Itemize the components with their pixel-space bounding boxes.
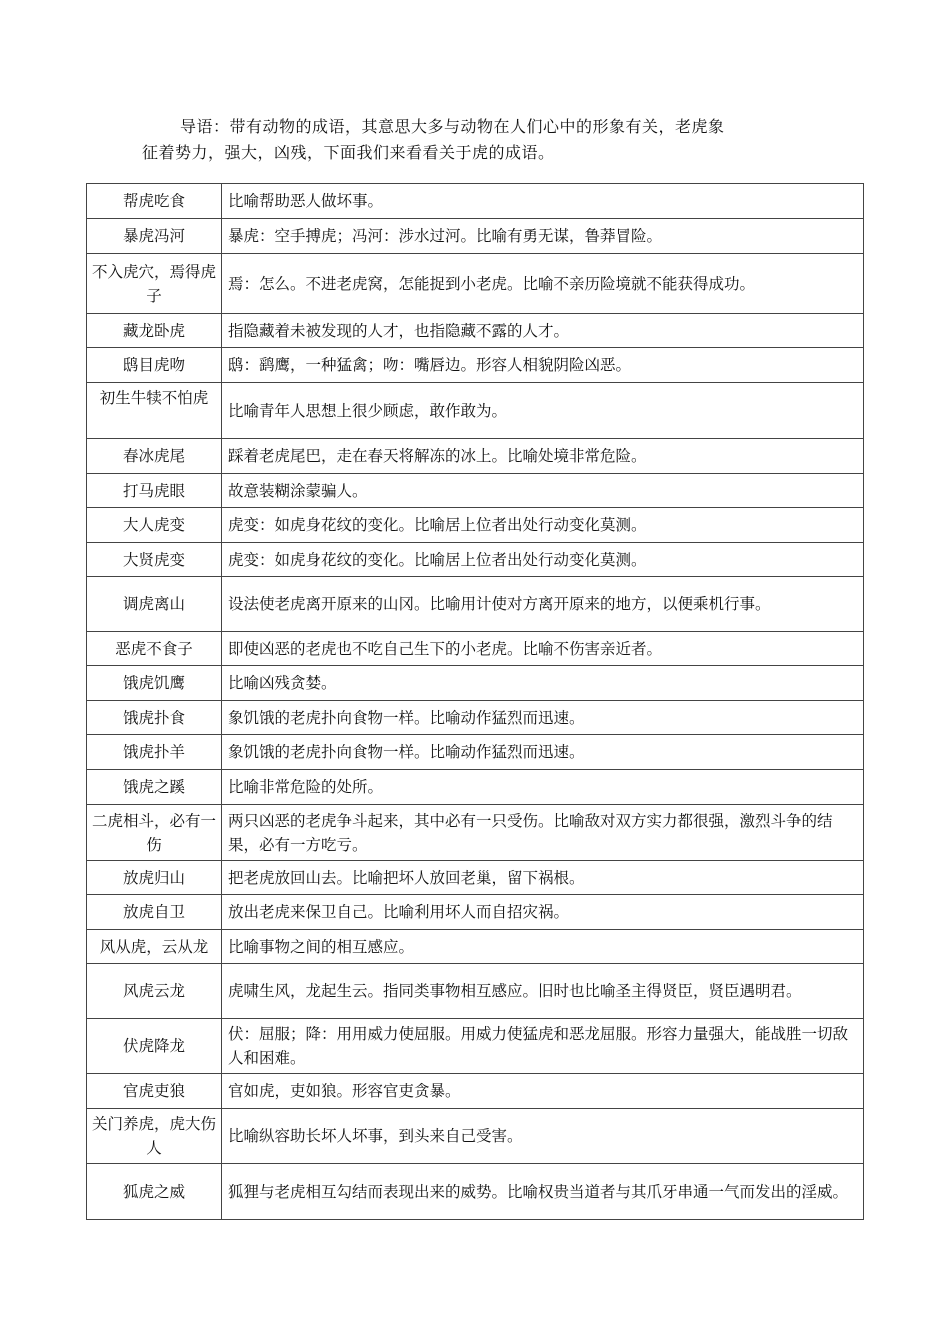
table-row: [87, 543, 864, 577]
table-row: [87, 735, 864, 770]
idiom-meaning: 即使凶恶的老虎也不吃自己生下的小老虎。比喻不伤害亲近者。: [222, 632, 864, 666]
table-row: [87, 314, 864, 348]
table-row: [87, 348, 864, 383]
table-row: [87, 632, 864, 666]
table-row: [87, 1109, 864, 1164]
idiom-term: 调虎离山: [87, 577, 222, 632]
idiom-meaning: 官如虎，吏如狼。形容官吏贪暴。: [222, 1074, 864, 1109]
idiom-term: 初生牛犊不怕虎: [87, 383, 222, 439]
idiom-meaning: 暴虎：空手搏虎；冯河：涉水过河。比喻有勇无谋，鲁莽冒险。: [222, 219, 864, 254]
table-row: [87, 439, 864, 474]
table-row: [87, 254, 864, 314]
idiom-meaning: 焉：怎么。不进老虎窝，怎能捉到小老虎。比喻不亲历险境就不能获得成功。: [222, 254, 864, 314]
table-row: [87, 770, 864, 805]
idiom-term: 大人虎变: [87, 508, 222, 543]
intro-line-2: 征着势力，强大，凶残，下面我们来看看关于虎的成语。: [142, 143, 555, 162]
idiom-term: 藏龙卧虎: [87, 314, 222, 348]
idiom-term: 狐虎之威: [87, 1164, 222, 1220]
idiom-term: 鸱目虎吻: [87, 348, 222, 383]
table-row: [87, 1164, 864, 1220]
idiom-term: 帮虎吃食: [87, 184, 222, 219]
idiom-meaning: 虎啸生风，龙起生云。指同类事物相互感应。旧时也比喻圣主得贤臣，贤臣遇明君。: [222, 964, 864, 1019]
idiom-meaning: 比喻非常危险的处所。: [222, 770, 864, 805]
idiom-meaning: 指隐藏着未被发现的人才，也指隐藏不露的人才。: [222, 314, 864, 348]
idiom-meaning: 虎变：如虎身花纹的变化。比喻居上位者出处行动变化莫测。: [222, 508, 864, 543]
idiom-term: 风从虎，云从龙: [87, 930, 222, 964]
table-row: [87, 895, 864, 930]
table-row: [87, 577, 864, 632]
idiom-term: 饿虎饥鹰: [87, 666, 222, 701]
table-row: [87, 964, 864, 1019]
idiom-term: 春冰虎尾: [87, 439, 222, 474]
idiom-meaning: 把老虎放回山去。比喻把坏人放回老巢，留下祸根。: [222, 861, 864, 895]
intro-paragraph: [142, 114, 822, 166]
idiom-term: 放虎自卫: [87, 895, 222, 930]
idiom-term: 饿虎扑食: [87, 701, 222, 735]
idiom-meaning: 虎变：如虎身花纹的变化。比喻居上位者出处行动变化莫测。: [222, 543, 864, 577]
table-row: [87, 184, 864, 219]
intro-line-1: 导语：带有动物的成语，其意思大多与动物在人们心中的形象有关，老虎象: [180, 117, 725, 136]
table-row: [87, 1074, 864, 1109]
idiom-term: 官虎吏狼: [87, 1074, 222, 1109]
idiom-term: 饿虎扑羊: [87, 735, 222, 770]
table-row: [87, 805, 864, 861]
idiom-term: 暴虎冯河: [87, 219, 222, 254]
idiom-meaning: 狐狸与老虎相互勾结而表现出来的威势。比喻权贵当道者与其爪牙串通一气而发出的淫威。: [222, 1164, 864, 1220]
idiom-meaning: 象饥饿的老虎扑向食物一样。比喻动作猛烈而迅速。: [222, 735, 864, 770]
table-row: [87, 930, 864, 964]
idiom-meaning: 故意装糊涂蒙骗人。: [222, 474, 864, 508]
table-row: [87, 219, 864, 254]
table-row: [87, 701, 864, 735]
idiom-meaning: 象饥饿的老虎扑向食物一样。比喻动作猛烈而迅速。: [222, 701, 864, 735]
idiom-term: 二虎相斗，必有一伤: [87, 805, 222, 861]
idiom-term: 恶虎不食子: [87, 632, 222, 666]
idiom-term: 放虎归山: [87, 861, 222, 895]
idiom-meaning: 比喻帮助恶人做坏事。: [222, 184, 864, 219]
table-row: [87, 666, 864, 701]
idiom-table: [86, 183, 864, 1220]
table-row: [87, 474, 864, 508]
idiom-term: 伏虎降龙: [87, 1019, 222, 1074]
idiom-term: 打马虎眼: [87, 474, 222, 508]
idiom-term: 风虎云龙: [87, 964, 222, 1019]
idiom-term: 大贤虎变: [87, 543, 222, 577]
idiom-term: 关门养虎，虎大伤人: [87, 1109, 222, 1164]
idiom-meaning: 比喻纵容助长坏人坏事，到头来自己受害。: [222, 1109, 864, 1164]
idiom-meaning: 比喻事物之间的相互感应。: [222, 930, 864, 964]
idiom-meaning: 放出老虎来保卫自己。比喻利用坏人而自招灾祸。: [222, 895, 864, 930]
table-row: [87, 861, 864, 895]
idiom-meaning: 比喻凶残贪婪。: [222, 666, 864, 701]
idiom-term: 饿虎之蹊: [87, 770, 222, 805]
table-row: [87, 1019, 864, 1074]
table-row: [87, 383, 864, 439]
table-row: [87, 508, 864, 543]
idiom-meaning: 踩着老虎尾巴，走在春天将解冻的冰上。比喻处境非常危险。: [222, 439, 864, 474]
idiom-meaning: 设法使老虎离开原来的山冈。比喻用计使对方离开原来的地方，以便乘机行事。: [222, 577, 864, 632]
idiom-meaning: 两只凶恶的老虎争斗起来，其中必有一只受伤。比喻敌对双方实力都很强，激烈斗争的结果，必有一方吃亏。: [222, 805, 864, 861]
idiom-meaning: 比喻青年人思想上很少顾虑，敢作敢为。: [222, 383, 864, 439]
idiom-meaning: 鸱：鹞鹰，一种猛禽；吻：嘴唇边。形容人相貌阴险凶恶。: [222, 348, 864, 383]
idiom-meaning: 伏：屈服；降：用用威力使屈服。用威力使猛虎和恶龙屈服。形容力量强大，能战胜一切敌人和困难。: [222, 1019, 864, 1074]
idiom-term: 不入虎穴，焉得虎子: [87, 254, 222, 314]
